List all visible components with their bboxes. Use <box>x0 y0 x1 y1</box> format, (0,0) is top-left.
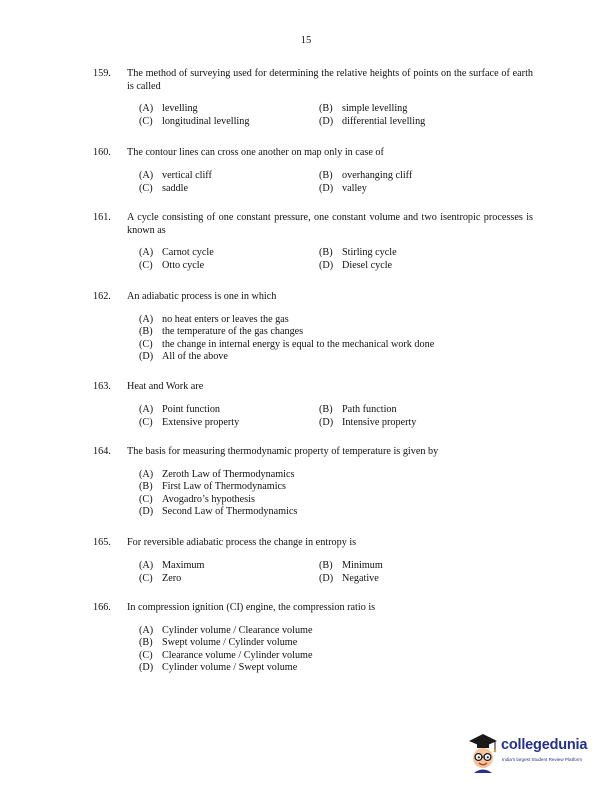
options <box>139 404 533 430</box>
question-number: 164. <box>93 446 111 457</box>
option-c: (C) longitudinal levelling <box>139 116 250 128</box>
question-162 <box>93 291 533 364</box>
option-a: (A) vertical cliff <box>139 169 212 181</box>
option-a: (A) no heat enters or leaves the gas <box>139 313 289 325</box>
option-a: (A) Cylinder volume / Clearance volume <box>139 624 313 636</box>
question-text: The method of surveying used for determining the relative heights of points on the surface of earth is called <box>127 68 533 92</box>
option-d: (D) Intensive property <box>319 416 417 428</box>
question-number: 159. <box>93 68 111 79</box>
question-text: The contour lines can cross one another on map only in case of <box>127 147 384 158</box>
option-b: (B) Minimum <box>319 559 383 571</box>
option-a: (A) Maximum <box>139 559 205 571</box>
option-b: (B) Swept volume / Cylinder volume <box>139 637 298 649</box>
option-c: (C) saddle <box>139 182 189 194</box>
option-d: (D) All of the above <box>139 351 228 363</box>
option-c: (C) the change in internal energy is equal to the mechanical work done <box>139 338 435 350</box>
option-d: (D) Second Law of Thermodynamics <box>139 506 298 518</box>
question-text: In compression ignition (CI) engine, the compression ratio is <box>127 602 376 613</box>
question-text: For reversible adiabatic process the change in entropy is <box>127 537 357 548</box>
mascot-icon <box>466 731 500 773</box>
question-number: 160. <box>93 147 111 158</box>
question-160 <box>93 147 533 196</box>
option-d: (D) Diesel cycle <box>319 260 393 272</box>
option-c: (C) Extensive property <box>139 416 240 428</box>
question-text: The basis for measuring thermodynamic property of temperature is given by <box>127 446 439 457</box>
option-d: (D) valley <box>319 182 367 194</box>
question-text: A cycle consisting of one constant pressure, one constant volume and two isentropic processes is known as <box>127 212 533 236</box>
options <box>139 314 533 364</box>
option-d: (D) Negative <box>319 572 379 584</box>
option-a: (A) Carnot cycle <box>139 247 214 259</box>
option-c: (C) Zero <box>139 572 182 584</box>
option-b: (B) the temperature of the gas changes <box>139 326 304 338</box>
question-166 <box>93 602 533 675</box>
question-number: 162. <box>93 291 111 302</box>
question-number: 165. <box>93 537 111 548</box>
option-b: (B) Stirling cycle <box>319 247 397 259</box>
options <box>139 560 533 586</box>
option-c: (C) Clearance volume / Cylinder volume <box>139 649 313 661</box>
option-a: (A) Zeroth Law of Thermodynamics <box>139 468 295 480</box>
options <box>139 625 533 675</box>
question-number: 166. <box>93 602 111 613</box>
option-c: (C) Otto cycle <box>139 260 205 272</box>
question-163 <box>93 381 533 430</box>
question-161 <box>93 212 533 273</box>
option-d: (D) Cylinder volume / Swept volume <box>139 662 298 674</box>
option-d: (D) differential levelling <box>319 116 426 128</box>
page-number: 15 <box>300 35 312 46</box>
question-text: Heat and Work are <box>127 381 204 392</box>
options <box>139 469 533 519</box>
option-b: (B) simple levelling <box>319 103 408 115</box>
question-165 <box>93 537 533 586</box>
question-164 <box>93 446 533 519</box>
option-b: (B) First Law of Thermodynamics <box>139 481 287 493</box>
option-a: (A) levelling <box>139 103 198 115</box>
options <box>139 103 533 129</box>
option-b: (B) Path function <box>319 403 397 415</box>
question-number: 161. <box>93 212 111 223</box>
logo-name: collegedunia <box>501 737 588 753</box>
option-a: (A) Point function <box>139 403 221 415</box>
question-text: An adiabatic process is one in which <box>127 291 277 302</box>
question-number: 163. <box>93 381 111 392</box>
options <box>139 247 533 273</box>
collegedunia-logo <box>466 731 596 775</box>
option-b: (B) overhanging cliff <box>319 169 413 181</box>
question-159 <box>93 68 533 129</box>
options <box>139 170 533 196</box>
option-c: (C) Avogadro’s hypothesis <box>139 493 255 505</box>
logo-tagline: India's largest Student Review Platform <box>502 757 583 762</box>
